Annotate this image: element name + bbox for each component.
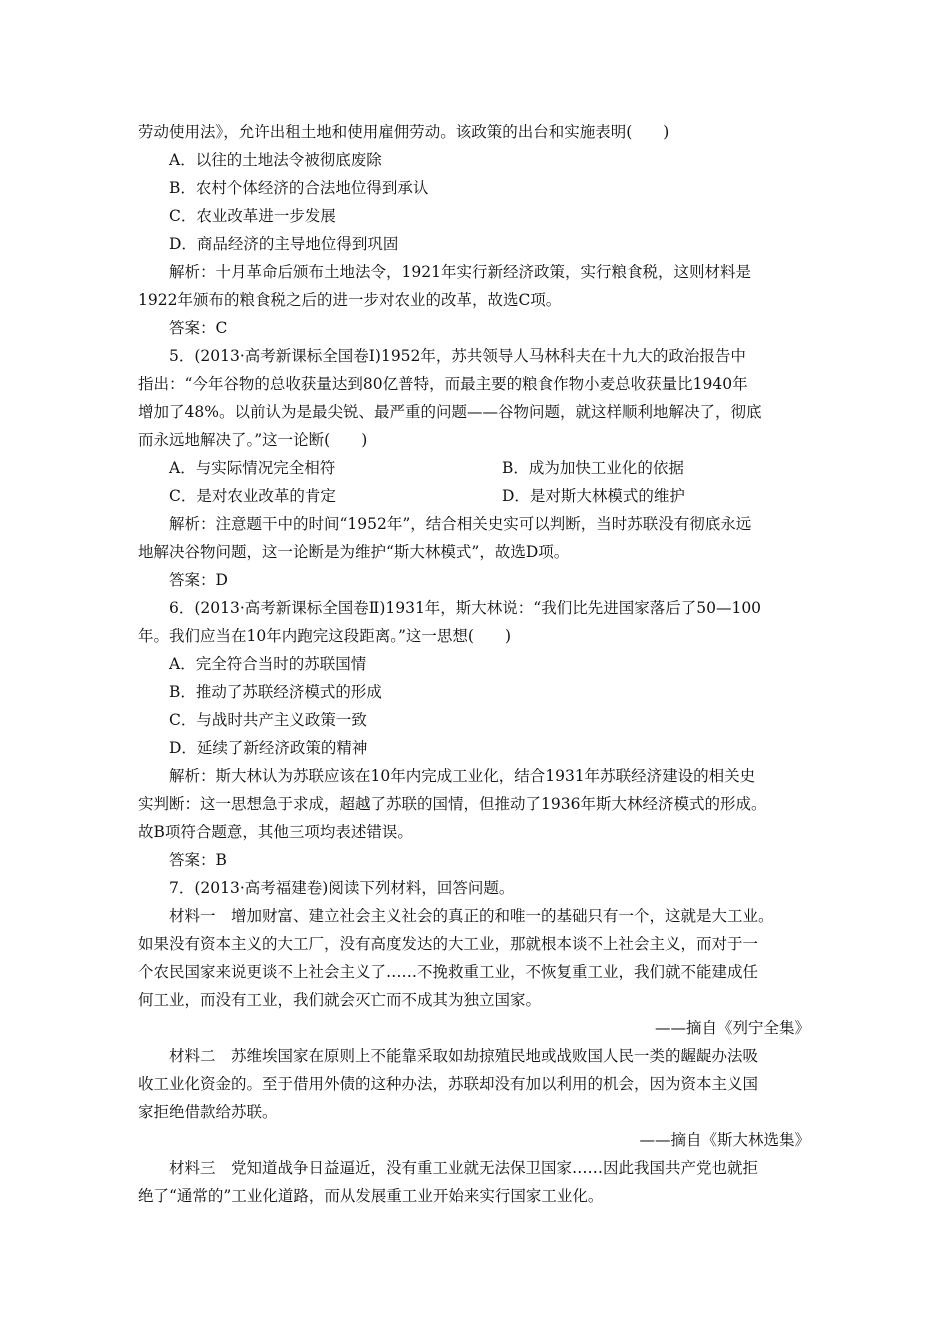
q4-option-b: B．农村个体经济的合法地位得到承认: [169, 179, 429, 197]
q6-analysis-line: 实判断：这一思想急于求成，超越了苏联的国情，但推动了1936年斯大林经济模式的形成。: [138, 795, 767, 813]
q7-material3-line: 绝了“通常的”工业化道路，而从发展重工业开始来实行国家工业化。: [138, 1187, 604, 1205]
q4-analysis-line: 解析：十月革命后颁布土地法令，1921年实行新经济政策，实行粮食税，这则材料是: [169, 263, 751, 281]
q5-option-c: C．是对农业改革的肯定: [169, 487, 336, 505]
q7-material2-line: 家拒绝借款给苏联。: [138, 1103, 278, 1121]
q6-option-d: D．延续了新经济政策的精神: [169, 739, 368, 757]
q5-option-d: D．是对斯大林模式的维护: [502, 487, 685, 505]
q7-source2: ——摘自《斯大林选集》: [639, 1131, 810, 1149]
q5-stem-line: 指出：“今年谷物的总收获量达到80亿普特，而最主要的粮食作物小麦总收获量比1940年: [138, 375, 748, 393]
q7-material3-line: 材料三 党知道战争日益逼近，没有重工业就无法保卫国家……因此我国共产党也就拒: [169, 1159, 759, 1177]
q7-stem: 7．(2013·高考福建卷)阅读下列材料，回答问题。: [169, 879, 515, 897]
q4-stem-tail: 劳动使用法》，允许出租土地和使用雇佣劳动。该政策的出台和实施表明( ): [138, 123, 670, 141]
q6-option-c: C．与战时共产主义政策一致: [169, 711, 367, 729]
q7-material1-line: 如果没有资本主义的大工厂，没有高度发达的大工业，那就根本谈不上社会主义，而对于一: [138, 935, 759, 953]
q7-material2-line: 收工业化资金的。至于借用外债的这种办法，苏联却没有加以利用的机会，因为资本主义国: [138, 1075, 759, 1093]
q7-material2-line: 材料二 苏维埃国家在原则上不能靠采取如劫掠殖民地或战败国人民一类的龌龊办法吸: [169, 1047, 759, 1065]
q6-answer: 答案：B: [169, 851, 227, 869]
q6-option-b: B．推动了苏联经济模式的形成: [169, 683, 382, 701]
q7-material1-line: 何工业，而没有工业，我们就会灭亡而不成其为独立国家。: [138, 991, 542, 1009]
q4-option-d: D．商品经济的主导地位得到巩固: [169, 235, 399, 253]
q5-answer: 答案：D: [169, 571, 228, 589]
q6-analysis-line: 解析：斯大林认为苏联应该在10年内完成工业化，结合1931年苏联经济建设的相关史: [169, 767, 756, 785]
q7-material1-line: 个农民国家来说更谈不上社会主义了……不挽救重工业，不恢复重工业，我们就不能建成任: [138, 963, 759, 981]
q7-source1: ——摘自《列宁全集》: [654, 1019, 810, 1037]
q6-stem-line: 6．(2013·高考新课标全国卷Ⅱ)1931年，斯大林说：“我们比先进国家落后了50—100: [169, 599, 762, 617]
q5-stem-line: 增加了48%。以前认为是最尖锐、最严重的问题——谷物问题，就这样顺利地解决了，彻底: [138, 403, 762, 421]
q5-stem-line: 而永远地解决了。”这一论断( ): [138, 431, 368, 449]
q6-option-a: A．完全符合当时的苏联国情: [169, 655, 367, 673]
q5-analysis-line: 地解决谷物问题，这一论断是为维护“斯大林模式”，故选D项。: [138, 543, 570, 561]
q4-option-c: C．农业改革进一步发展: [169, 207, 336, 225]
q5-analysis-line: 解析：注意题干中的时间“1952年”，结合相关史实可以判断，当时苏联没有彻底永远: [169, 515, 752, 533]
q4-analysis-line: 1922年颁布的粮食税之后的进一步对农业的改革，故选C项。: [138, 291, 562, 309]
q7-material1-line: 材料一 增加财富、建立社会主义社会的真正的和唯一的基础只有一个，这就是大工业。: [169, 907, 774, 925]
q5-option-b: B．成为加快工业化的依据: [502, 459, 684, 477]
q4-answer: 答案：C: [169, 319, 228, 337]
q4-option-a: A．以往的土地法令被彻底废除: [169, 151, 382, 169]
q6-stem-line: 年。我们应当在10年内跑完这段距离。”这一思想( ): [138, 627, 511, 645]
q6-analysis-line: 故B项符合题意，其他三项均表述错误。: [138, 823, 413, 841]
q5-stem-line: 5．(2013·高考新课标全国卷Ⅰ)1952年，苏共领导人马林科夫在十九大的政治报告中: [169, 347, 746, 365]
q5-option-a: A．与实际情况完全相符: [169, 459, 336, 477]
